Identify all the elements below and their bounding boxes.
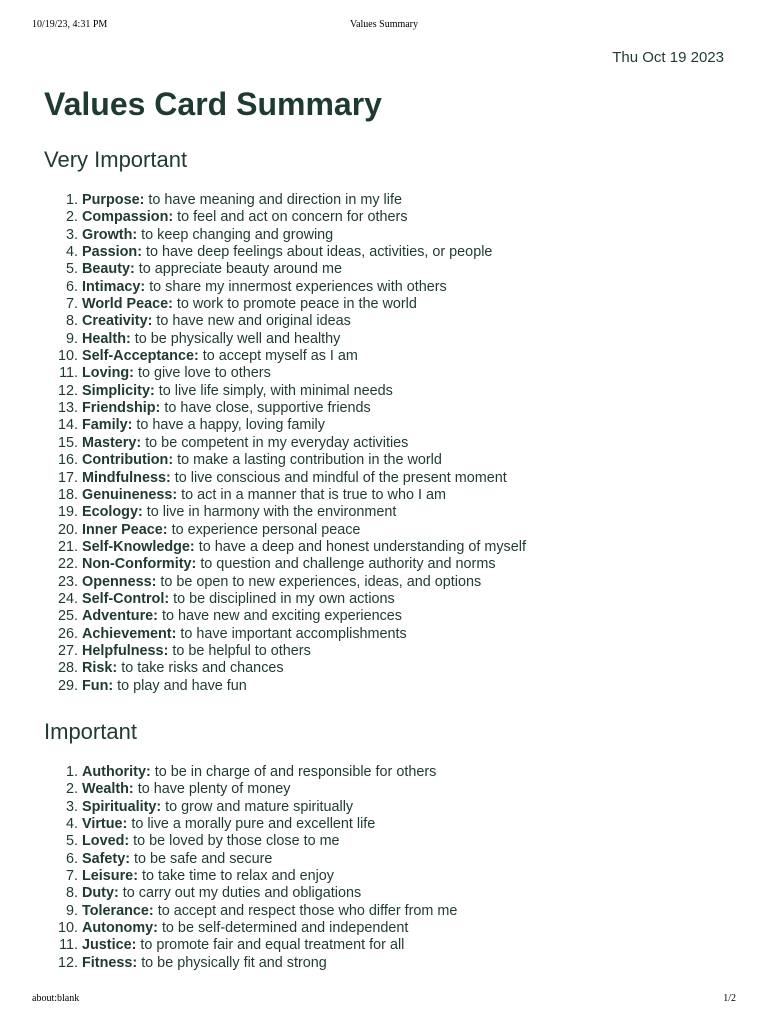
value-description: to have important accomplishments xyxy=(180,625,407,642)
value-description: to accept and respect those who differ from me xyxy=(157,902,458,919)
print-title: Values Summary xyxy=(349,19,419,30)
value-number: 5. xyxy=(65,833,78,850)
value-name: Intimacy: xyxy=(82,278,146,295)
value-number: 8. xyxy=(65,885,78,902)
value-name: Duty: xyxy=(82,885,119,902)
value-name: Family: xyxy=(82,417,133,434)
section-heading-very-important: Very Important xyxy=(44,147,188,172)
value-description: to experience personal peace xyxy=(171,521,361,538)
value-item xyxy=(44,192,526,209)
value-name: Mindfulness: xyxy=(82,469,171,486)
value-number: 12. xyxy=(57,954,78,971)
value-number: 10. xyxy=(57,348,78,365)
value-number: 28. xyxy=(57,660,78,677)
values-list-very-important xyxy=(44,192,526,695)
value-name: Growth: xyxy=(82,226,138,243)
value-number: 16. xyxy=(57,452,78,469)
value-number: 1. xyxy=(65,192,78,208)
value-name: Creativity: xyxy=(82,313,153,330)
value-description: to accept myself as I am xyxy=(202,348,358,365)
value-number: 20. xyxy=(57,521,78,538)
value-description: to have a deep and honest understanding of myself xyxy=(198,538,526,555)
value-number: 10. xyxy=(57,920,78,937)
value-item xyxy=(44,365,526,382)
value-description: to promote fair and equal treatment for all xyxy=(140,937,405,954)
value-item xyxy=(44,851,457,868)
value-number: 22. xyxy=(57,556,78,573)
value-name: Tolerance: xyxy=(82,902,154,919)
value-name: Fitness: xyxy=(82,954,138,971)
value-name: Leisure: xyxy=(82,868,138,885)
value-item xyxy=(44,522,526,539)
value-name: Inner Peace: xyxy=(82,521,168,538)
value-item xyxy=(44,678,526,695)
value-description: to be competent in my everyday activities xyxy=(145,434,409,451)
report-date: Thu Oct 19 2023 xyxy=(612,49,724,66)
value-description: to question and challenge authority and norms xyxy=(200,556,496,573)
value-number: 1. xyxy=(65,764,78,780)
value-name: Fun: xyxy=(82,677,114,694)
value-item xyxy=(44,452,526,469)
value-number: 13. xyxy=(57,400,78,417)
print-page-number: 1/2 xyxy=(723,993,736,1004)
value-item xyxy=(44,400,526,417)
value-item xyxy=(44,539,526,556)
value-number: 5. xyxy=(65,261,78,278)
value-name: Non-Conformity: xyxy=(82,556,197,573)
value-description: to have plenty of money xyxy=(137,781,291,798)
value-item xyxy=(44,781,457,798)
value-item xyxy=(44,920,457,937)
value-item xyxy=(44,833,457,850)
value-item xyxy=(44,591,526,608)
value-item xyxy=(44,643,526,660)
value-item xyxy=(44,417,526,434)
value-number: 9. xyxy=(65,902,78,919)
value-name: Justice: xyxy=(82,937,137,954)
value-description: to give love to others xyxy=(137,365,271,382)
value-name: Autonomy: xyxy=(82,920,158,937)
value-description: to live conscious and mindful of the present moment xyxy=(174,469,507,486)
value-description: to be physically fit and strong xyxy=(141,954,327,971)
value-description: to share my innermost experiences with others xyxy=(149,278,447,295)
value-number: 2. xyxy=(65,209,78,226)
value-number: 11. xyxy=(59,365,78,382)
value-description: to work to promote peace in the world xyxy=(176,296,417,313)
value-number: 15. xyxy=(57,434,78,451)
value-number: 2. xyxy=(65,781,78,798)
value-name: Self-Knowledge: xyxy=(82,538,195,555)
value-description: to be safe and secure xyxy=(134,850,273,867)
value-number: 17. xyxy=(57,469,78,486)
value-description: to be physically well and healthy xyxy=(134,330,341,347)
value-number: 11. xyxy=(59,937,78,954)
value-item xyxy=(44,227,526,244)
value-item xyxy=(44,504,526,521)
value-number: 21. xyxy=(57,538,78,555)
value-description: to have a happy, loving family xyxy=(136,417,325,434)
value-number: 12. xyxy=(57,382,78,399)
value-name: Ecology: xyxy=(82,504,143,521)
value-description: to have close, supportive friends xyxy=(164,400,371,417)
value-item xyxy=(44,660,526,677)
value-item xyxy=(44,955,457,972)
print-header xyxy=(0,19,768,33)
value-item xyxy=(44,244,526,261)
values-list-important xyxy=(44,764,457,972)
value-item xyxy=(44,261,526,278)
value-description: to have deep feelings about ideas, activities, or people xyxy=(145,244,493,261)
value-name: Risk: xyxy=(82,660,118,677)
value-number: 27. xyxy=(57,642,78,659)
value-name: Self-Control: xyxy=(82,590,170,607)
section-heading-important: Important xyxy=(44,719,137,744)
value-name: Simplicity: xyxy=(82,382,155,399)
value-name: Beauty: xyxy=(82,261,135,278)
value-name: Compassion: xyxy=(82,209,174,226)
value-description: to be in charge of and responsible for others xyxy=(154,764,437,780)
value-number: 3. xyxy=(65,226,78,243)
value-item xyxy=(44,313,526,330)
value-number: 3. xyxy=(65,798,78,815)
value-description: to take time to relax and enjoy xyxy=(141,868,334,885)
value-item xyxy=(44,435,526,452)
value-item xyxy=(44,903,457,920)
value-item xyxy=(44,574,526,591)
value-item xyxy=(44,556,526,573)
value-name: Genuineness: xyxy=(82,486,178,503)
value-name: Purpose: xyxy=(82,192,145,208)
value-name: Health: xyxy=(82,330,131,347)
value-number: 9. xyxy=(65,330,78,347)
value-item xyxy=(44,470,526,487)
value-description: to make a lasting contribution in the world xyxy=(177,452,442,469)
value-item xyxy=(44,626,526,643)
value-number: 23. xyxy=(57,573,78,590)
value-number: 8. xyxy=(65,313,78,330)
value-description: to appreciate beauty around me xyxy=(138,261,342,278)
value-item xyxy=(44,279,526,296)
value-name: Adventure: xyxy=(82,608,158,625)
value-item xyxy=(44,209,526,226)
value-name: Virtue: xyxy=(82,816,128,833)
value-name: Safety: xyxy=(82,850,130,867)
value-description: to be self-determined and independent xyxy=(161,920,409,937)
value-description: to have new and original ideas xyxy=(156,313,351,330)
value-number: 19. xyxy=(57,504,78,521)
value-name: Authority: xyxy=(82,764,151,780)
value-number: 7. xyxy=(65,868,78,885)
value-item xyxy=(44,799,457,816)
value-description: to take risks and chances xyxy=(121,660,284,677)
value-item xyxy=(44,383,526,400)
value-number: 29. xyxy=(57,677,78,694)
value-number: 6. xyxy=(65,278,78,295)
value-description: to play and have fun xyxy=(117,677,247,694)
value-name: Achievement: xyxy=(82,625,177,642)
value-name: Passion: xyxy=(82,244,142,261)
value-description: to have meaning and direction in my life xyxy=(148,192,402,208)
value-description: to feel and act on concern for others xyxy=(177,209,408,226)
value-number: 26. xyxy=(57,625,78,642)
value-number: 7. xyxy=(65,296,78,313)
value-description: to live life simply, with minimal needs xyxy=(158,382,393,399)
value-name: Loved: xyxy=(82,833,130,850)
value-name: Openness: xyxy=(82,573,157,590)
value-description: to live a morally pure and excellent life xyxy=(131,816,376,833)
value-name: Spirituality: xyxy=(82,798,162,815)
value-description: to be loved by those close to me xyxy=(133,833,340,850)
value-name: Loving: xyxy=(82,365,134,382)
value-number: 6. xyxy=(65,850,78,867)
value-number: 14. xyxy=(57,417,78,434)
value-description: to be open to new experiences, ideas, and options xyxy=(160,573,482,590)
value-item xyxy=(44,764,457,781)
value-item xyxy=(44,816,457,833)
value-name: Self-Acceptance: xyxy=(82,348,199,365)
value-description: to grow and mature spiritually xyxy=(165,798,354,815)
print-footer xyxy=(0,993,768,1007)
value-number: 25. xyxy=(57,608,78,625)
value-item xyxy=(44,608,526,625)
page-title: Values Card Summary xyxy=(44,86,382,122)
value-description: to be disciplined in my own actions xyxy=(173,590,395,607)
value-item xyxy=(44,331,526,348)
value-description: to live in harmony with the environment xyxy=(146,504,397,521)
value-name: Mastery: xyxy=(82,434,142,451)
value-name: Wealth: xyxy=(82,781,134,798)
value-name: Helpfulness: xyxy=(82,642,169,659)
value-item xyxy=(44,868,457,885)
value-description: to carry out my duties and obligations xyxy=(122,885,362,902)
value-number: 4. xyxy=(65,816,78,833)
print-datetime: 10/19/23, 4:31 PM xyxy=(32,19,108,30)
value-item xyxy=(44,487,526,504)
value-description: to have new and exciting experiences xyxy=(161,608,402,625)
value-item xyxy=(44,885,457,902)
value-number: 18. xyxy=(57,486,78,503)
value-number: 24. xyxy=(57,590,78,607)
value-name: Contribution: xyxy=(82,452,174,469)
print-url: about:blank xyxy=(32,993,80,1004)
value-name: World Peace: xyxy=(82,296,173,313)
value-description: to keep changing and growing xyxy=(141,226,334,243)
value-name: Friendship: xyxy=(82,400,161,417)
value-item xyxy=(44,296,526,313)
value-number: 4. xyxy=(65,244,78,261)
value-description: to act in a manner that is true to who I am xyxy=(181,486,446,503)
value-description: to be helpful to others xyxy=(172,642,311,659)
value-item xyxy=(44,348,526,365)
value-item xyxy=(44,937,457,954)
